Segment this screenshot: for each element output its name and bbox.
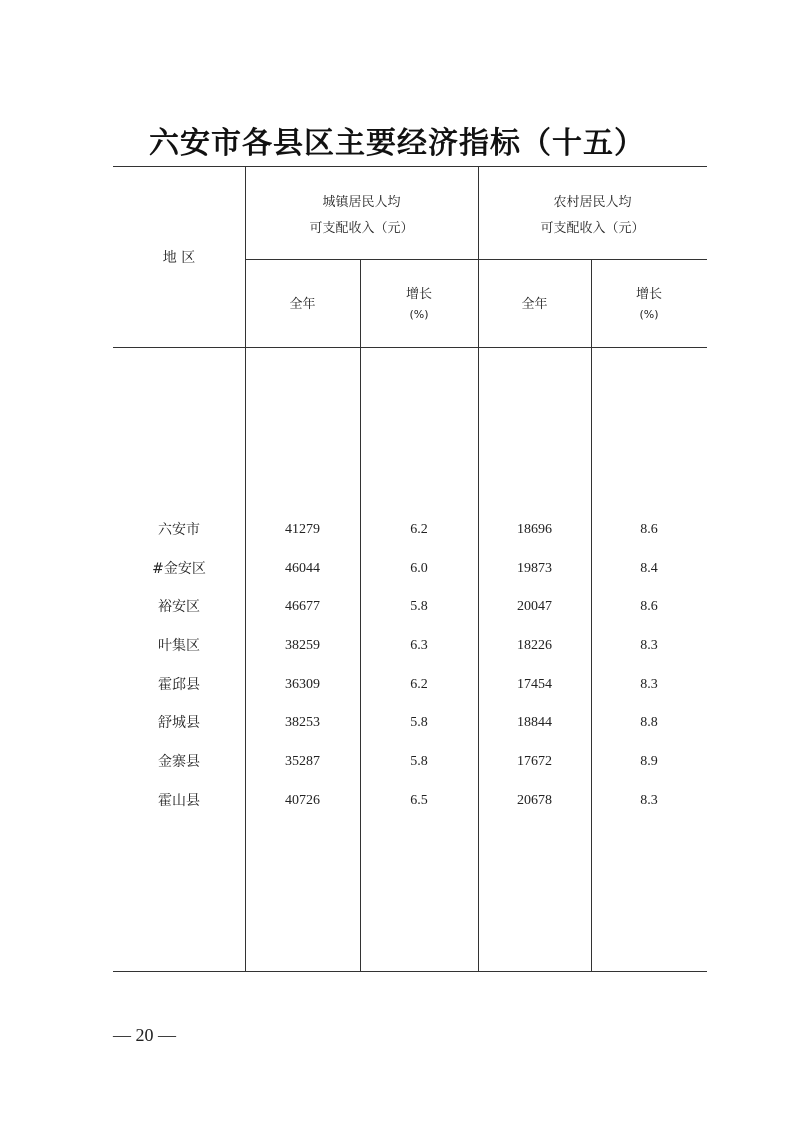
region-name: 叶集区 — [158, 638, 200, 654]
header-urban-line1: 城镇居民人均 — [322, 195, 401, 210]
rural-growth-value: 8.3 — [640, 793, 658, 808]
rural-full-year-value: 19873 — [517, 561, 552, 576]
rural-growth-value: 8.9 — [640, 754, 658, 769]
urban-full-year-value: 35287 — [285, 754, 320, 769]
header-subdivider — [245, 259, 707, 260]
urban-full-year-value: 41279 — [285, 522, 320, 537]
rural-full-year-value: 18226 — [517, 638, 552, 653]
rural-full-year-value: 18844 — [517, 715, 552, 730]
header-rural-line1: 农村居民人均 — [553, 195, 632, 210]
urban-growth-value: 6.2 — [410, 522, 428, 537]
urban-growth-value: 5.8 — [410, 754, 428, 769]
urban-growth-value: 6.0 — [410, 561, 428, 576]
rural-growth-value: 8.8 — [640, 715, 658, 730]
region-name: 六安市 — [158, 522, 200, 538]
column-divider — [360, 259, 361, 971]
table-top-border — [113, 166, 707, 167]
region-name: 裕安区 — [158, 599, 200, 615]
header-rural-full-year: 全年 — [521, 297, 548, 312]
rural-growth-value: 8.3 — [640, 638, 658, 653]
rural-full-year-value: 17672 — [517, 754, 552, 769]
region-name: 霍山县 — [158, 793, 200, 809]
table-bottom-border — [113, 971, 707, 972]
region-name: 舒城县 — [158, 715, 200, 731]
region-name: 霍邱县 — [158, 677, 200, 693]
region-name: #金安区 — [152, 561, 206, 577]
header-urban-line2: 可支配收入（元） — [309, 221, 414, 236]
urban-full-year-value: 38259 — [285, 638, 320, 653]
page-title: 六安市各县区主要经济指标（十五） — [149, 126, 645, 161]
urban-full-year-value: 46044 — [285, 561, 320, 576]
urban-full-year-value: 36309 — [285, 677, 320, 692]
rural-growth-value: 8.4 — [640, 561, 658, 576]
urban-growth-value: 5.8 — [410, 599, 428, 614]
rural-full-year-value: 17454 — [517, 677, 552, 692]
urban-growth-value: 6.3 — [410, 638, 428, 653]
header-urban-growth: 增长 — [405, 287, 432, 302]
rural-growth-value: 8.3 — [640, 677, 658, 692]
header-region: 地 区 — [162, 250, 196, 266]
page-number: — 20 — — [113, 1025, 176, 1045]
header-bottom-border — [113, 347, 707, 348]
urban-full-year-value: 38253 — [285, 715, 320, 730]
rural-full-year-value: 20047 — [517, 599, 552, 614]
header-rural-line2: 可支配收入（元） — [540, 221, 645, 236]
rural-growth-value: 8.6 — [640, 599, 658, 614]
column-divider — [591, 259, 592, 971]
region-name: 金寨县 — [158, 754, 200, 770]
urban-full-year-value: 46677 — [285, 599, 320, 614]
urban-growth-value: 6.2 — [410, 677, 428, 692]
header-rural-growth: 增长 — [635, 287, 662, 302]
urban-growth-value: 5.8 — [410, 715, 428, 730]
rural-full-year-value: 20678 — [517, 793, 552, 808]
rural-growth-value: 8.6 — [640, 522, 658, 537]
header-urban-growth-unit: (%) — [409, 308, 429, 321]
header-urban-full-year: 全年 — [289, 297, 316, 312]
urban-full-year-value: 40726 — [285, 793, 320, 808]
urban-growth-value: 6.5 — [410, 793, 428, 808]
rural-full-year-value: 18696 — [517, 522, 552, 537]
header-rural-growth-unit: (%) — [639, 308, 659, 321]
